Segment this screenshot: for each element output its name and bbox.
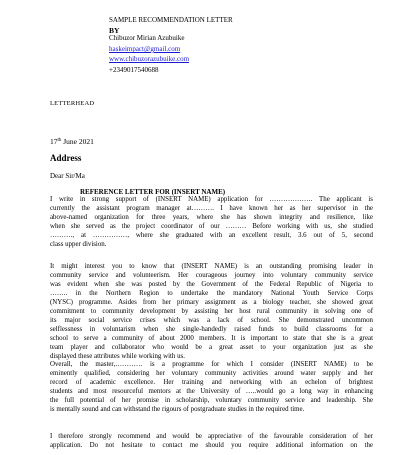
reference-title: REFERENCE LETTER FOR (INSERT NAME) [80, 188, 226, 196]
author-name: Chibuzor Mirian Azubuike [109, 34, 185, 42]
paragraph-line: It might interest you to know that (INSERT NAME) is an outstanding promising leader in [50, 263, 373, 270]
paragraph-line: I therefore strongly recommend and would be appreciative of the favourable consideration of her [50, 433, 373, 440]
paragraph-line: application. Do not hesitate to contact me should you require additional information on the [50, 441, 373, 449]
paragraph-line: when she served as the project coordinator of our ……… Before working with us, she studied [50, 222, 373, 230]
paragraph-line: class upper division. [50, 240, 107, 248]
letterhead-placeholder: LETTERHEAD [50, 100, 95, 107]
date-day: 17 [50, 137, 58, 146]
paragraph-line: above-named organization for three years, where she has shown integrity and resilience, like [50, 213, 373, 221]
paragraph-line: currently the assistant program manager at………. I have known her as her supervisor in the [50, 204, 373, 212]
paragraph-line: school to serve a community of about 2000 members. It is important to state that she is a great [50, 334, 373, 342]
paragraph-line: is mentally sound and can withstand the rigours of postgraduate studies in the required time. [50, 405, 305, 413]
letter-date [50, 137, 94, 146]
author-email-link[interactable]: haskeimpact@gmail.com [109, 45, 181, 53]
paragraph-line: (NYSC) programme. Asides from her primary assignment as a biology teacher, she showed great [50, 298, 373, 306]
paragraph-line: displayed these attributes while working with us. [50, 352, 185, 360]
paragraph-line: I write in strong support of (INSERT NAME) application for ………………. The applicant is [50, 196, 373, 203]
salutation: Dear Sir/Ma [50, 172, 85, 180]
paragraph-line: was evident when she was posted by the Government of the Federal Republic of Nigeria to [50, 280, 373, 288]
paragraph-line: commitment to community development by assisting her host rural community in solving one of [50, 307, 373, 315]
date-month-year: June 2021 [61, 137, 94, 146]
paragraph-line: team player and collaborator who would be a great asset to your organization just as she [50, 343, 373, 351]
paragraph-line: eminently qualified, considering her voluntary community activities around water supply and her [50, 369, 373, 377]
paragraph-line: Overall, the master,………… is a programme for which I consider (INSERT NAME) to be [50, 361, 373, 368]
paragraph-line: community service and volunteerism. Her courageous journey into voluntary community service [50, 271, 373, 279]
document-title: SAMPLE RECOMMENDATION LETTER [109, 16, 233, 24]
author-website-link[interactable]: www.chibuzorazubuike.com [109, 55, 190, 63]
address-heading: Address [50, 153, 82, 163]
paragraph-line: ………., at ……………, where she graduated with an excellent result, 3.6 out of 5, second [50, 231, 373, 239]
paragraph-line: …….. in the Northern Region to undertake the mandatory National Youth Service Corps [50, 289, 373, 297]
paragraph-line: students and most resourceful mentors at the University of …..would go a long way in enhancing [50, 387, 373, 395]
body-paragraph-4 [50, 433, 373, 451]
author-phone: +2349017540688 [109, 66, 159, 74]
paragraph-line: the full potential of her promise in scholarship, voluntary community service and leadership. She [50, 396, 373, 404]
body-paragraph-3 [50, 361, 373, 415]
body-paragraph-1 [50, 196, 373, 250]
body-paragraph-2 [50, 263, 373, 361]
author-by-label: BY [109, 26, 120, 35]
paragraph-line: record of academic excellence. Her training and networking with an echelon of brightest [50, 378, 373, 386]
paragraph-line: selflessness in voluntarism when she single-handedly raised funds to build classrooms for a [50, 325, 373, 333]
date-suffix: th [57, 138, 62, 143]
paragraph-line: its major social service crises which was a lack of school. She demonstrated uncommon [50, 316, 373, 324]
